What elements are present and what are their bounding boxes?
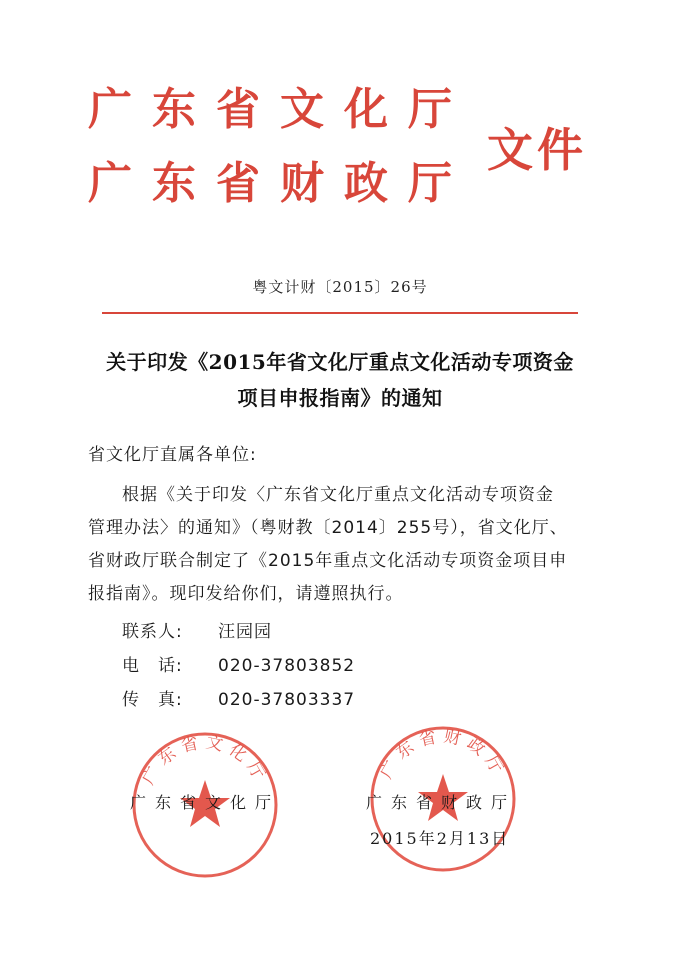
svg-text:广东省文化厅 xyxy=(139,732,272,788)
salutation: 省文化厅直属各单位: xyxy=(88,445,257,465)
document-number: 粤文计财〔2015〕26号 xyxy=(252,278,428,296)
seal-right-arc-text: 广东省财政厅 xyxy=(376,726,510,783)
body-line-2: 管理办法〉的通知》（粤财教〔2014〕255号），省文化厅、 xyxy=(88,518,568,538)
issuer-line-culture: 广东省文化厅 xyxy=(88,84,472,135)
signature-finance-department: 广东省财政厅 xyxy=(366,793,517,812)
notice-title-line-2: 项目申报指南》的通知 xyxy=(237,386,443,410)
contact-person-label: 联系人: xyxy=(122,622,183,642)
issuer-line-finance: 广东省财政厅 xyxy=(88,158,472,209)
body-line-4: 报指南》。现印发给你们，请遵照执行。 xyxy=(88,584,404,604)
notice-title-line-1: 关于印发《2015年省文化厅重点文化活动专项资金 xyxy=(106,350,574,374)
contact-person-value: 汪园园 xyxy=(218,622,272,642)
red-divider-line xyxy=(102,312,578,314)
phone-value: 020-37803852 xyxy=(218,656,356,676)
svg-text:广东省财政厅 xyxy=(377,726,510,782)
issue-date: 2015年2月13日 xyxy=(370,829,510,848)
seal-left-arc-text: 广东省文化厅 xyxy=(138,732,272,789)
body-line-3: 省财政厅联合制定了《2015年重点文化活动专项资金项目申 xyxy=(88,551,568,571)
phone-label: 电 话: xyxy=(122,656,183,676)
fax-value: 020-37803337 xyxy=(218,690,356,710)
fax-label: 传 真: xyxy=(122,690,183,710)
signature-culture-department: 广东省文化厅 xyxy=(130,793,281,812)
body-line-1: 根据《关于印发〈广东省文化厅重点文化活动专项资金 xyxy=(122,485,554,505)
document-type-word: 文件 xyxy=(487,123,587,177)
